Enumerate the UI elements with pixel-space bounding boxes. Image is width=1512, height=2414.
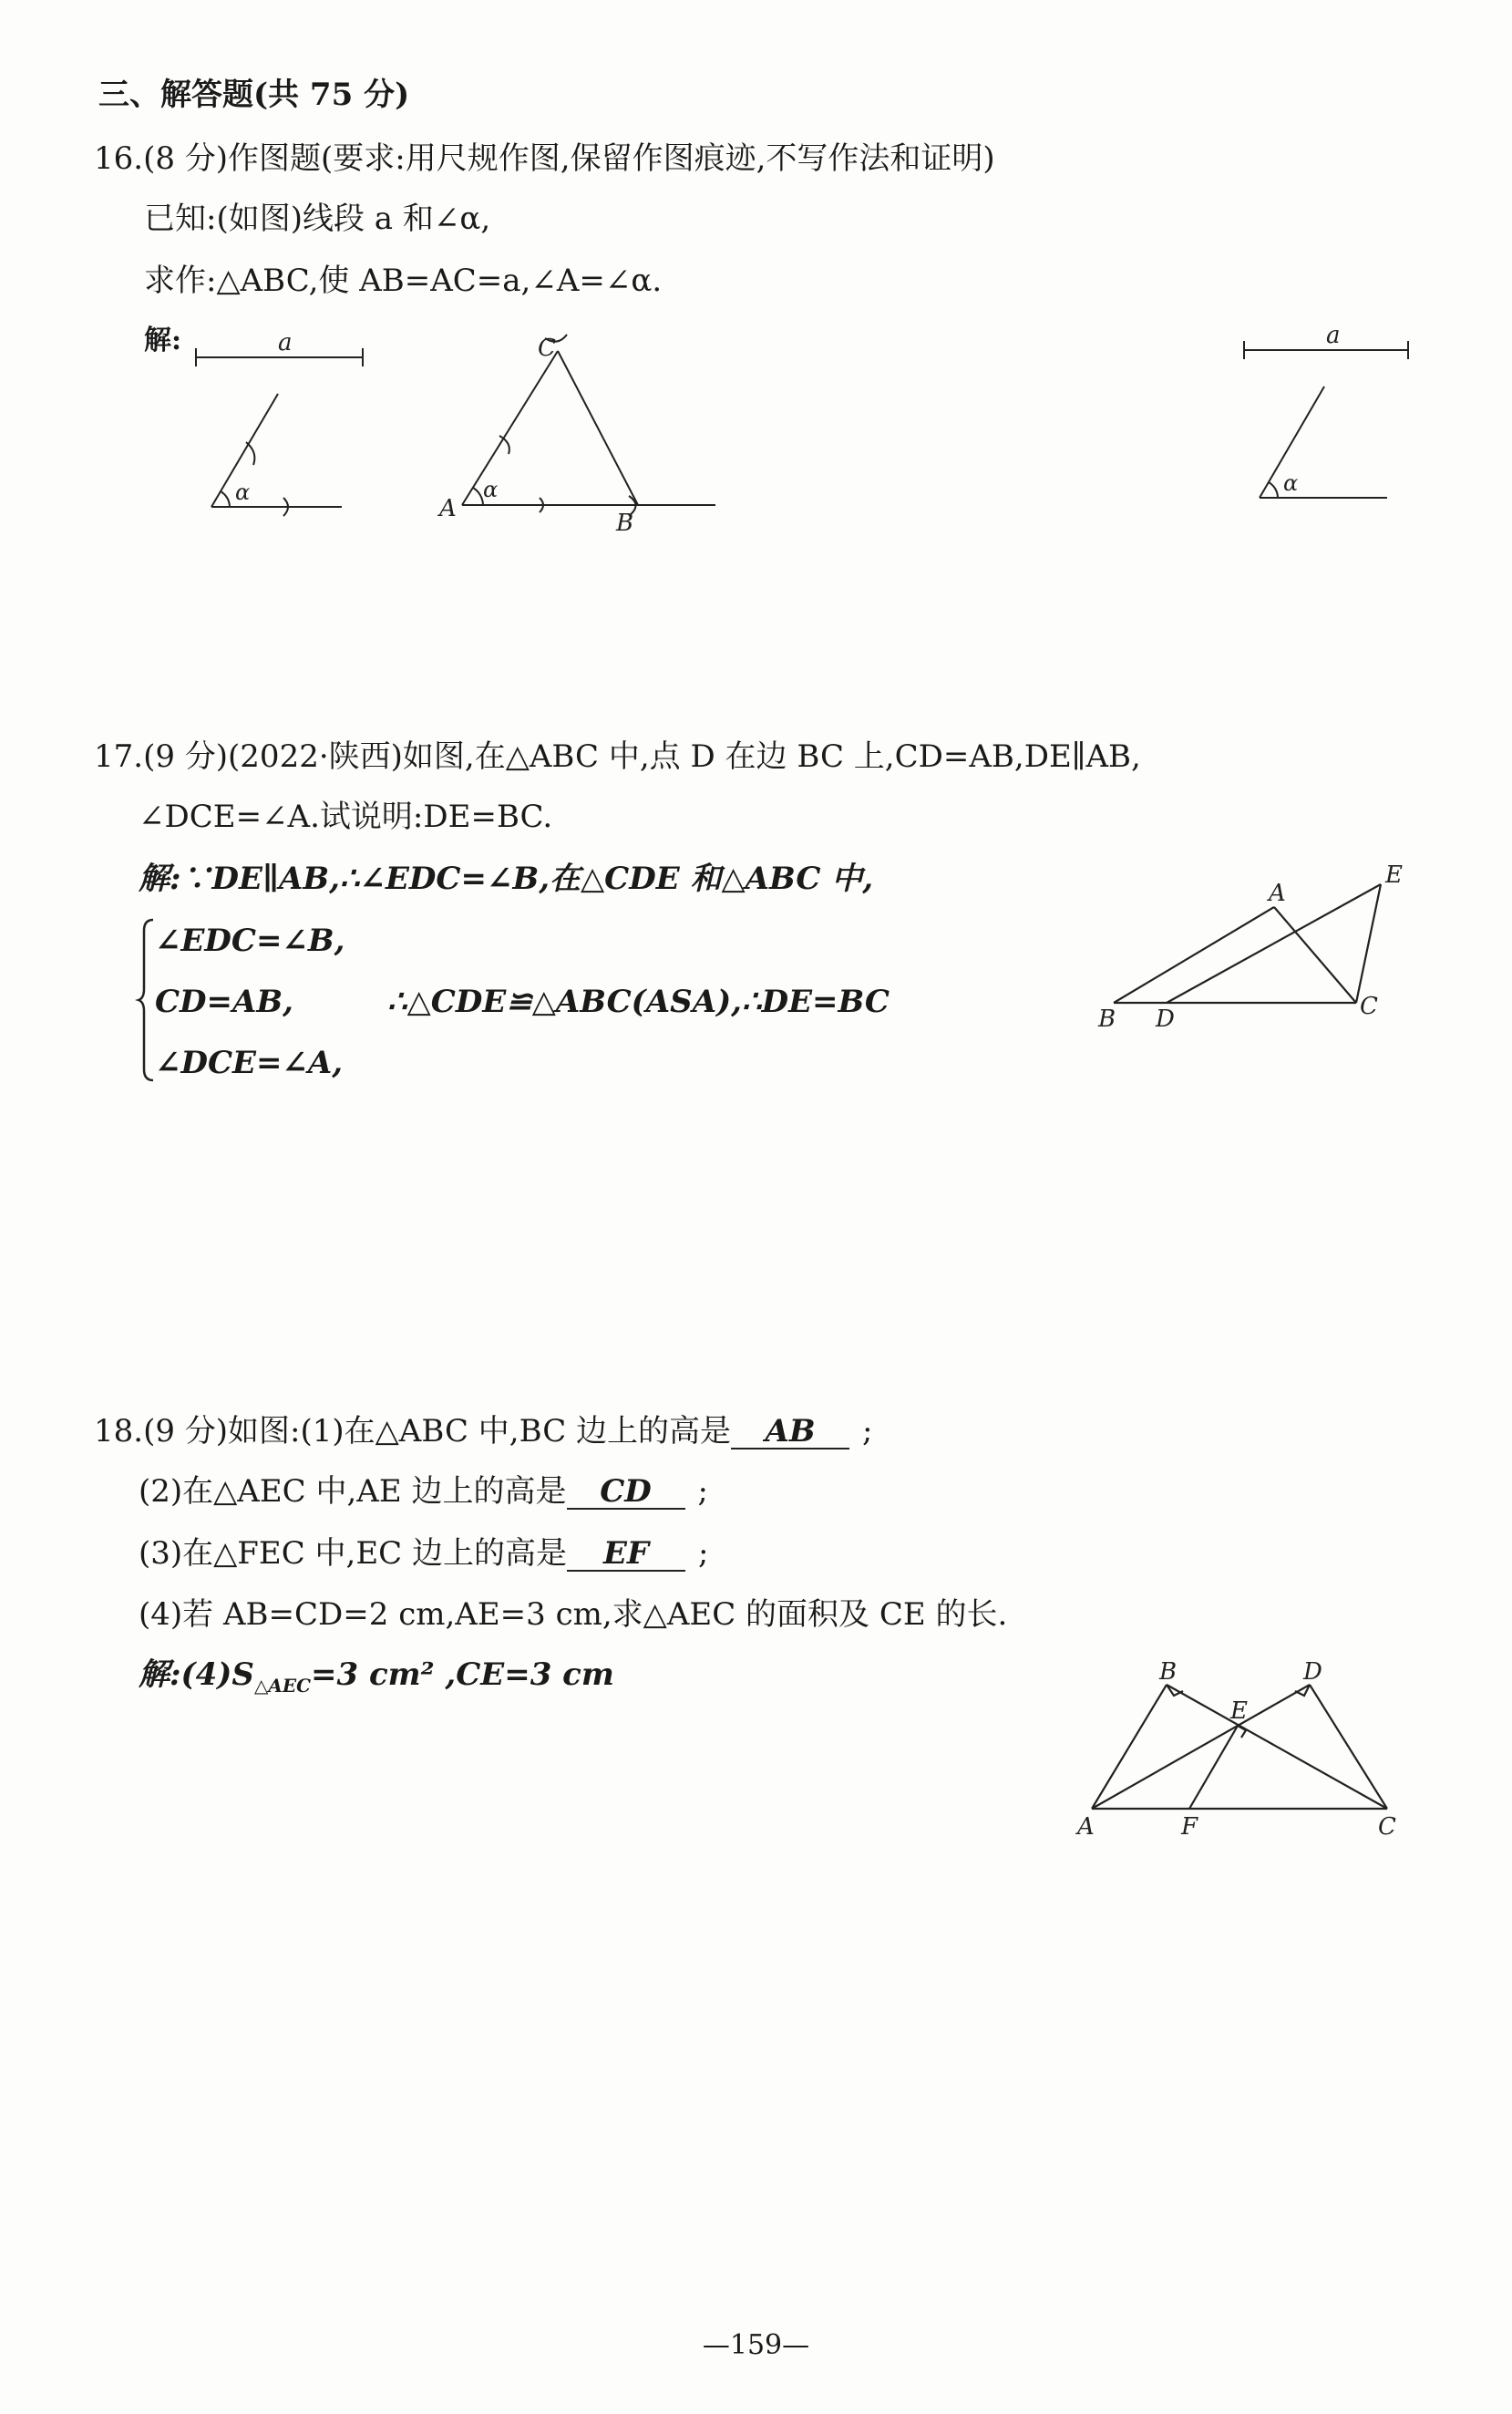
q16-label-B: B xyxy=(616,510,634,537)
q16-label-alpha-right: α xyxy=(1283,470,1299,496)
q18-label-C: C xyxy=(1378,1813,1396,1841)
q16-label-C: C xyxy=(538,335,556,362)
q16-given: 已知:(如图)线段 a 和∠α, xyxy=(144,201,491,237)
q18-solution-sub: △AEC xyxy=(253,1674,311,1697)
q18-solution-rest: =3 cm² ,CE=3 cm xyxy=(311,1656,614,1693)
q17-system-line1: ∠EDC=∠B, xyxy=(155,923,345,959)
q18-answer1: AB xyxy=(731,1415,849,1449)
q17-system-line3: ∠DCE=∠A, xyxy=(155,1045,344,1081)
q16-label-alpha-triangle: α xyxy=(483,477,499,502)
q18-label-F: F xyxy=(1181,1813,1198,1841)
q16-label-a-right: a xyxy=(1326,322,1341,349)
q18-end3: ; xyxy=(698,1535,709,1572)
q16-title: 16.(8 分)作图题(要求:用尺规作图,保留作图痕迹,不写作法和证明) xyxy=(94,140,995,177)
q18-line2-text: (2)在△AEC 中,AE 边上的高是 xyxy=(139,1473,567,1510)
page-number: —159— xyxy=(702,2329,810,2361)
q18-answer2: CD xyxy=(567,1475,685,1510)
q17-label-C: C xyxy=(1360,993,1378,1020)
q16-label-a-small: a xyxy=(278,329,293,356)
q18-answer3: EF xyxy=(567,1537,685,1572)
q18-label-A: A xyxy=(1077,1813,1095,1841)
q18-line1-text: 18.(9 分)如图:(1)在△ABC 中,BC 边上的高是 xyxy=(94,1413,732,1449)
q16-solution-prefix: 解: xyxy=(144,325,182,356)
q17-conclusion: ∴△CDE≌△ABC(ASA),∴DE=BC xyxy=(387,984,890,1020)
q16-label-alpha-small: α xyxy=(235,480,251,505)
q18-label-B: B xyxy=(1159,1658,1178,1686)
q18-end2: ; xyxy=(697,1473,708,1510)
q18-label-E: E xyxy=(1230,1697,1248,1725)
q18-line4: (4)若 AB=CD=2 cm,AE=3 cm,求△AEC 的面积及 CE 的长. xyxy=(139,1596,1008,1633)
q17-title-line2: ∠DCE=∠A.试说明:DE=BC. xyxy=(139,799,553,835)
q17-label-B: B xyxy=(1098,1006,1116,1033)
q17-label-D: D xyxy=(1156,1006,1175,1033)
q18-line3-text: (3)在△FEC 中,EC 边上的高是 xyxy=(139,1535,567,1572)
section-title: 三、解答题(共 75 分) xyxy=(98,77,410,113)
q18-label-D: D xyxy=(1303,1658,1322,1686)
q16-label-A: A xyxy=(439,495,457,522)
q18-solution-prefix: 解:(4)S xyxy=(139,1656,254,1693)
q17-label-A: A xyxy=(1269,880,1286,907)
q17-solution-line1: 解:∵DE∥AB,∴∠EDC=∠B,在△CDE 和△ABC 中, xyxy=(139,861,874,897)
q17-title: 17.(9 分)(2022·陕西)如图,在△ABC 中,点 D 在边 BC 上,CD=AB,DE∥AB, xyxy=(94,738,1141,775)
q18-end1: ; xyxy=(862,1413,873,1449)
q17-label-E: E xyxy=(1385,861,1403,889)
q17-system-line2: CD=AB, xyxy=(155,984,293,1020)
q16-task: 求作:△ABC,使 AB=AC=a,∠A=∠α. xyxy=(144,263,663,299)
